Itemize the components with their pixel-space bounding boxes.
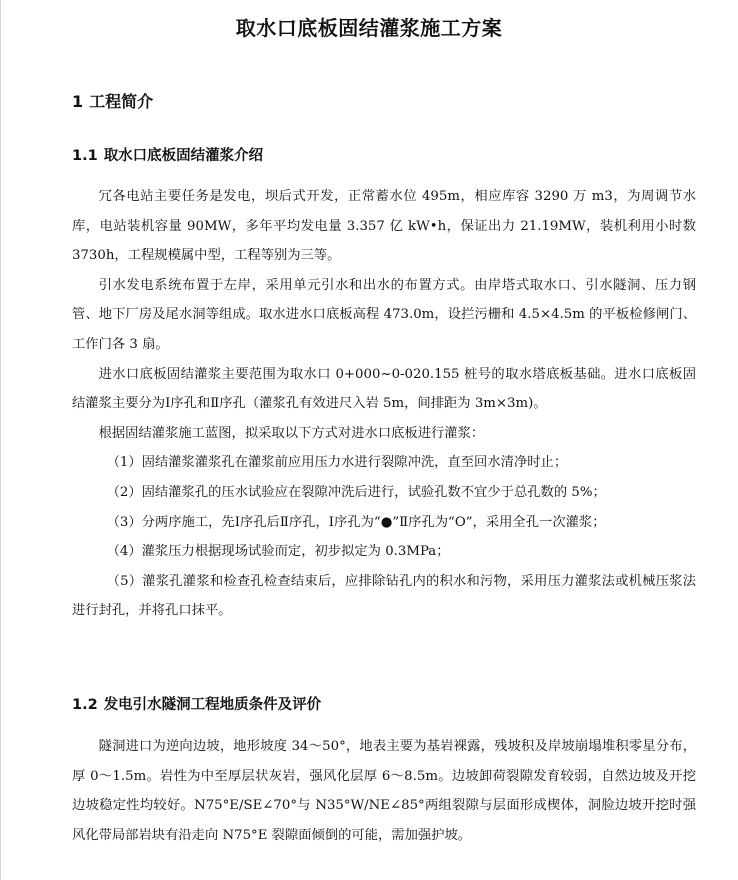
section-number: 1 (72, 92, 84, 111)
subsection-heading-1-2 (72, 694, 321, 716)
subsection-title: 取水口底板固结灌浆介绍 (103, 148, 264, 164)
subsection-number: 1.1 (72, 148, 98, 164)
list-item: （2）固结灌浆孔的压水试验应在裂隙冲洗后进行，试验孔数不宜少于总孔数的 5%； (106, 484, 606, 500)
list-item: （5）灌浆孔灌浆和检查孔检查结束后，应排除钻孔内的积水和污物，采用压力灌浆法或机械压浆法进行封孔，并将孔口抹平。 (72, 573, 696, 619)
paragraph: 引水发电系统布置于左岸，采用单元引水和出水的布置方式。由岸塔式取水口、引水隧洞、压力钢管、地下厂房及尾水洞等组成。取水进水口底板高程 473.0m，设拦污栅和 4.5×4.5m 的平板检修闸门、工作门各 3 扇。 (72, 277, 696, 352)
list-item: （3）分两序施工，先Ⅰ序孔后Ⅱ序孔，Ⅰ序孔为“●”Ⅱ序孔为“O”，采用全孔一次灌浆； (106, 514, 606, 530)
section-title: 工程简介 (89, 92, 154, 111)
paragraph: 冗各电站主要任务是发电，坝后式开发，正常蓄水位 495m，相应库容 3290 万 m3，为周调节水库，电站装机容量 90MW，多年平均发电量 3.357 亿 kW•h，保证出力 21.19MW，装机利用小时数 3730h，工程规模属中型，工程等别为三等。 (72, 189, 696, 264)
paragraph: 根据固结灌浆施工蓝图，拟采取以下方式对进水口底板进行灌浆： (98, 425, 485, 441)
subsection-heading-1-1 (72, 145, 263, 167)
list-item: （1）固结灌浆灌浆孔在灌浆前应用压力水进行裂隙冲洗，直至回水清净时止； (106, 455, 568, 471)
subsection-1-1-body (72, 182, 696, 626)
document-title: 取水口底板固结灌浆施工方案 (235, 16, 503, 40)
paragraph: 隧洞进口为逆向边坡，地形坡度 34～50°，地表主要为基岩裸露，残坡积及岸坡崩塌堆积零星分布，厚 0～1.5m。岩性为中至厚层状灰岩，强风化层厚 6～8.5m。边坡卸荷裂隙发育较弱，自然边坡及开挖边坡稳定性均较好。N75°E/SE∠70°与 N35°W/NE∠85°两组裂隙与层面形成楔体，洞脸边坡开挖时强风化带局部岩块有沿走向 N75°E 裂隙面倾倒的可能，需加强护坡。 (72, 739, 696, 843)
subsection-number: 1.2 (72, 697, 98, 713)
subsection-1-2-body (72, 732, 696, 850)
paragraph: 进水口底板固结灌浆主要范围为取水口 0+000~0-020.155 桩号的取水塔底板基础。进水口底板固结灌浆主要分为Ⅰ序孔和Ⅱ序孔（灌浆孔有效进尺入岩 5m，间排距为 3m×3m)。 (72, 366, 696, 412)
section-heading-1 (72, 90, 153, 114)
page-edge (0, 0, 1, 880)
list-item: （4）灌浆压力根据现场试验而定，初步拟定为 0.3MPa； (106, 544, 450, 560)
subsection-title: 发电引水隧洞工程地质条件及评价 (103, 697, 322, 713)
